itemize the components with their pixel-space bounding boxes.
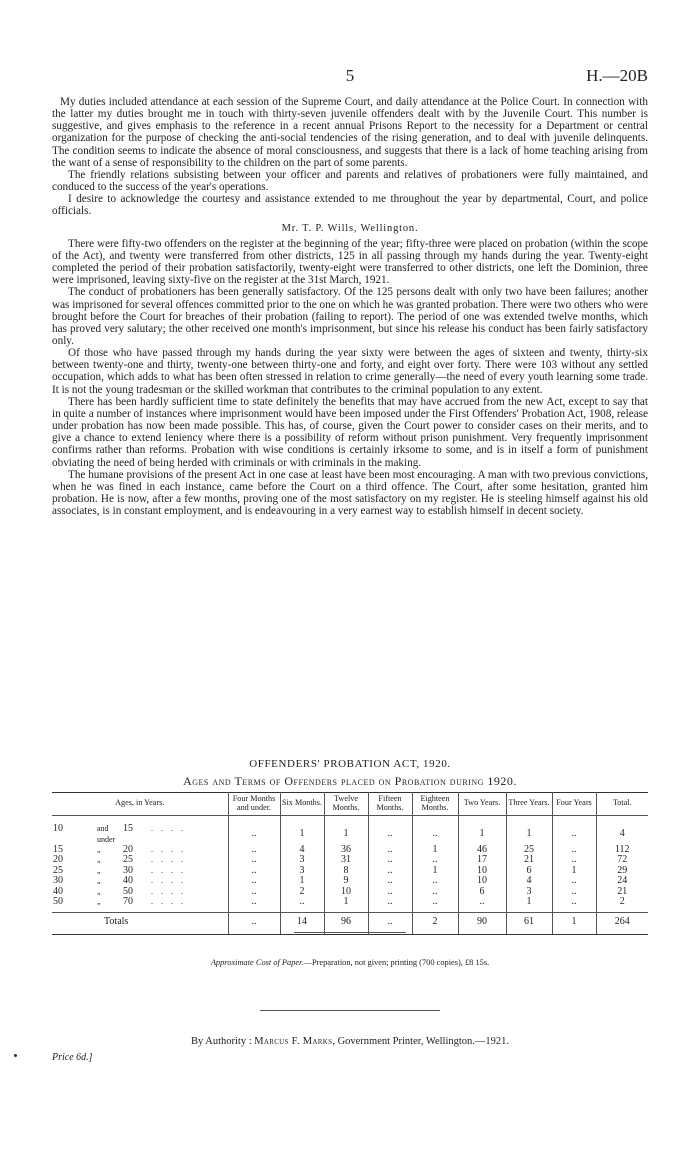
table-cell: .. xyxy=(368,855,412,865)
totals-cell: 96 xyxy=(324,913,368,934)
age-from: 25 xyxy=(53,864,63,876)
age-from: 10 xyxy=(53,823,63,835)
age-to: 25 xyxy=(123,854,133,866)
table-spacer-row xyxy=(52,816,648,825)
table-cell: 2 xyxy=(596,897,648,913)
table-cell: 46 xyxy=(458,845,506,855)
column-header: Six Months. xyxy=(280,793,324,816)
age-from: 30 xyxy=(53,875,63,887)
table-cell: 112 xyxy=(596,845,648,855)
table-cell: 1 xyxy=(506,824,552,845)
paragraph: The friendly relations subsisting between your officer and parents and relatives of probationers were fully maintained, and conduced to the success of the year's operations. xyxy=(52,168,648,194)
imprint-prefix: By Authority : xyxy=(190,1036,252,1047)
age-from: 15 xyxy=(53,844,63,855)
table-cell: 8 xyxy=(324,866,368,876)
table-cell: 3 xyxy=(280,866,324,876)
age-sep: „ xyxy=(97,865,101,875)
table-cell: 4 xyxy=(506,876,552,886)
age-dots: . . . . xyxy=(151,876,186,886)
column-header: Four Months and under. xyxy=(228,793,280,816)
table-cell: .. xyxy=(552,876,596,886)
age-to: 30 xyxy=(123,864,133,876)
age-from: 20 xyxy=(53,854,63,866)
age-dots: . . . . xyxy=(151,855,186,865)
page-number: 5 xyxy=(345,66,355,85)
table-cell: .. xyxy=(280,897,324,913)
age-to: 15 xyxy=(123,823,133,835)
column-header: Twelve Months. xyxy=(324,793,368,816)
age-to: 50 xyxy=(123,885,133,897)
table-cell: .. xyxy=(412,887,458,897)
cost-note xyxy=(0,958,700,967)
table-cell: 1 xyxy=(412,845,458,855)
column-header: Three Years. xyxy=(506,793,552,816)
column-header: Four Years xyxy=(552,793,596,816)
totals-cell: 61 xyxy=(506,913,552,934)
table-cell: 1 xyxy=(412,866,458,876)
table-cell: .. xyxy=(412,824,458,845)
age-to: 20 xyxy=(123,844,133,855)
divider-rule xyxy=(294,932,406,933)
paragraph: The humane provisions of the present Act in one case at least have been most encouraging. A man with two previous convictions, when he was fined in each instance, came before the Court on a third offence. The Court, after some hesitation, granted him probation. He is now, after a few months, proving one of the most satisfactory on my register. He is steeling himself against his old associates, is in constant employment, and is endeavouring in a very earnest way to establish himself in decent society. xyxy=(52,468,648,518)
totals-label: Totals xyxy=(52,913,228,934)
table-cell: 21 xyxy=(596,887,648,897)
paragraph: The conduct of probationers has been generally satisfactory. Of the 125 persons dealt with only two have been failures; another was imprisoned for several offences committed prior to the one on which he was granted probation. There were two others who were brought before the Court for breaches of their probation (failing to report). The period of one was extended twelve months, which has proved very salutary; the other received one month's imprisonment, but since his release his conduct has been fairly satisfactory only. xyxy=(52,286,648,347)
table-cell: .. xyxy=(368,866,412,876)
column-header: Two Years. xyxy=(458,793,506,816)
table-row xyxy=(52,887,648,897)
table-cell: .. xyxy=(552,897,596,913)
table-cell: .. xyxy=(412,897,458,913)
table-cell: .. xyxy=(412,855,458,865)
age-sep: „ xyxy=(97,876,101,886)
column-header: Total. xyxy=(596,793,648,816)
paragraph: I desire to acknowledge the courtesy and assistance extended to me throughout the year by departmental, Court, and police officials. xyxy=(52,193,648,218)
paragraph: There has been hardly sufficient time to state definitely the benefits that may have accrued from the new Act, except to say that in quite a number of instances where imprisonment would have been imposed under the First Offenders' Probation Act, 1908, release under probation has now been made possible. This has, of course, given the Court power to consider cases on their merits, and to give a chance to extend leniency where there is a possibility of reform without prison punishment. Very frequently imprisonment confirms rather than reforms. Probation with wise conditions is certainly irksome to some, and is in itself a form of punishment obviating the need of being herded with criminals or with criminals in the making. xyxy=(52,395,648,469)
paragraph: Of those who have passed through my hands during the year sixty were between the ages of sixteen and twenty, thirty-six between twenty-one and thirty, twenty-one between thirty-one and forty, and eight over forty. There were 103 without any settled occupation, which adds to what has been often stressed in relation to crime generally—the need of every youth learning some trade. It is not the young tradesman or the skilled workman that contributes to the criminal population to any extent. xyxy=(52,347,648,396)
table-cell: 36 xyxy=(324,845,368,855)
table-cell: .. xyxy=(228,876,280,886)
imprint-suffix: , Government Printer, Wellington.—1921. xyxy=(332,1036,510,1047)
table-cell: .. xyxy=(368,897,412,913)
age-range-cell xyxy=(52,845,228,855)
table-row xyxy=(52,855,648,865)
table-cell: 3 xyxy=(506,887,552,897)
totals-cell: 14 xyxy=(280,913,324,934)
table-cell: 1 xyxy=(280,824,324,845)
paragraph: There were fifty-two offenders on the register at the beginning of the year; fifty-three were placed on probation (within the scope of the Act), and twenty were transferred from other districts, 125 in all passing through my hands during the year. Twenty-eight completed the period of their probation satisfactorily, twenty-eight were transferred to other districts, one left the Dominion, three were imprisoned, leaving sixty-five on the register at the 31st March, 1921. xyxy=(52,237,648,287)
age-sep: and under xyxy=(97,824,116,844)
table-cell: 4 xyxy=(596,824,648,845)
table-subtitle: Ages and Terms of Offenders placed on Probation during 1920. xyxy=(183,774,517,788)
table-cell: 17 xyxy=(458,855,506,865)
table-cell: 21 xyxy=(506,855,552,865)
age-range-cell xyxy=(52,876,228,886)
table-cell: 1 xyxy=(552,866,596,876)
totals-cell: 90 xyxy=(458,913,506,934)
table-cell: 9 xyxy=(324,876,368,886)
totals-cell: .. xyxy=(228,913,280,934)
table-header-row xyxy=(52,793,648,816)
table-cell: .. xyxy=(552,855,596,865)
table-cell: 10 xyxy=(458,866,506,876)
document-reference: H.—20B xyxy=(586,66,648,85)
totals-cell: 264 xyxy=(596,913,648,934)
age-sep: „ xyxy=(97,897,101,907)
age-sep: „ xyxy=(97,845,101,854)
column-header: Fifteen Months. xyxy=(368,793,412,816)
table-cell: 31 xyxy=(324,855,368,865)
totals-cell: 1 xyxy=(552,913,596,934)
age-range-cell xyxy=(52,824,228,845)
age-to: 40 xyxy=(123,875,133,887)
table-cell: 6 xyxy=(506,866,552,876)
age-range-cell xyxy=(52,866,228,876)
table-cell: 1 xyxy=(324,824,368,845)
table-cell: .. xyxy=(368,876,412,886)
table-cell: .. xyxy=(552,824,596,845)
table-cell: .. xyxy=(228,866,280,876)
table-cell: 29 xyxy=(596,866,648,876)
table-cell: .. xyxy=(228,824,280,845)
age-from: 40 xyxy=(53,885,63,897)
table-row xyxy=(52,824,648,845)
table-cell: 10 xyxy=(458,876,506,886)
report-body xyxy=(52,96,648,517)
column-header: Eighteen Months. xyxy=(412,793,458,816)
age-range-cell xyxy=(52,887,228,897)
age-dots: . . . . xyxy=(151,865,186,875)
column-header: Ages, in Years. xyxy=(52,793,228,816)
age-dots: . . . . xyxy=(151,886,186,896)
table-cell: 72 xyxy=(596,855,648,865)
table-cell: 10 xyxy=(324,887,368,897)
table-cell: .. xyxy=(228,845,280,855)
table-cell: 1 xyxy=(324,897,368,913)
age-range-cell xyxy=(52,855,228,865)
cost-note-lead: Approximate Cost of Paper. xyxy=(210,958,304,967)
totals-cell: 2 xyxy=(412,913,458,934)
imprint xyxy=(0,1036,700,1047)
probation-table xyxy=(52,792,648,935)
table-cell: .. xyxy=(228,855,280,865)
age-dots: . . . . xyxy=(151,897,186,907)
table-cell: 2 xyxy=(280,887,324,897)
table-cell: .. xyxy=(368,887,412,897)
table-cell: .. xyxy=(458,897,506,913)
table-cell: 1 xyxy=(280,876,324,886)
table-cell: 1 xyxy=(458,824,506,845)
age-sep: „ xyxy=(97,886,101,896)
table-cell: .. xyxy=(368,845,412,855)
table-cell: .. xyxy=(552,887,596,897)
paragraph: My duties included attendance at each session of the Supreme Court, and daily attendance at the Police Court. In connection with the latter my duties brought me in touch with thirty-seven juvenile offenders dealt with by the Juvenile Court. This number is suggestive, and gives emphasis to the reference in a recent annual Prisons Report to the necessity for a Department or central organization for the purpose of checking the anti-social tendencies of the rising generation, and to deal with juvenile delinquents. The condition seems to indicate the absence of moral consciousness, and suggests that there is a lack of home teaching arising from the want of a sense of responsibility to the children on the part of some parents. xyxy=(52,96,648,169)
table-body xyxy=(52,816,648,913)
table-row xyxy=(52,897,648,913)
margin-mark xyxy=(14,1054,17,1057)
table-title: OFFENDERS' PROBATION ACT, 1920. xyxy=(249,758,451,770)
section-heading: Mr. T. P. Wills, Wellington. xyxy=(281,222,419,234)
age-dots: . . . . xyxy=(151,824,186,834)
divider-rule xyxy=(260,1010,440,1011)
table-cell: .. xyxy=(368,824,412,845)
age-sep: „ xyxy=(97,855,101,865)
table-cell: 1 xyxy=(506,897,552,913)
table-cell: 25 xyxy=(506,845,552,855)
table-cell: 3 xyxy=(280,855,324,865)
totals-cell: .. xyxy=(368,913,412,934)
table-cell: 6 xyxy=(458,887,506,897)
table-cell: .. xyxy=(228,887,280,897)
cost-note-text: —Preparation, not given; printing (700 copies), £8 15s. xyxy=(303,958,490,967)
printer-name: Marcus F. Marks xyxy=(254,1036,333,1047)
table-cell: .. xyxy=(228,897,280,913)
age-from: 50 xyxy=(53,896,63,908)
table-cell: .. xyxy=(412,876,458,886)
table-cell: 24 xyxy=(596,876,648,886)
age-range-cell xyxy=(52,897,228,913)
price-label: Price 6d.] xyxy=(52,1052,93,1063)
table-cell: 4 xyxy=(280,845,324,855)
age-dots: . . . . xyxy=(151,845,186,854)
table-cell: .. xyxy=(552,845,596,855)
table-row xyxy=(52,866,648,876)
age-to: 70 xyxy=(123,896,133,908)
